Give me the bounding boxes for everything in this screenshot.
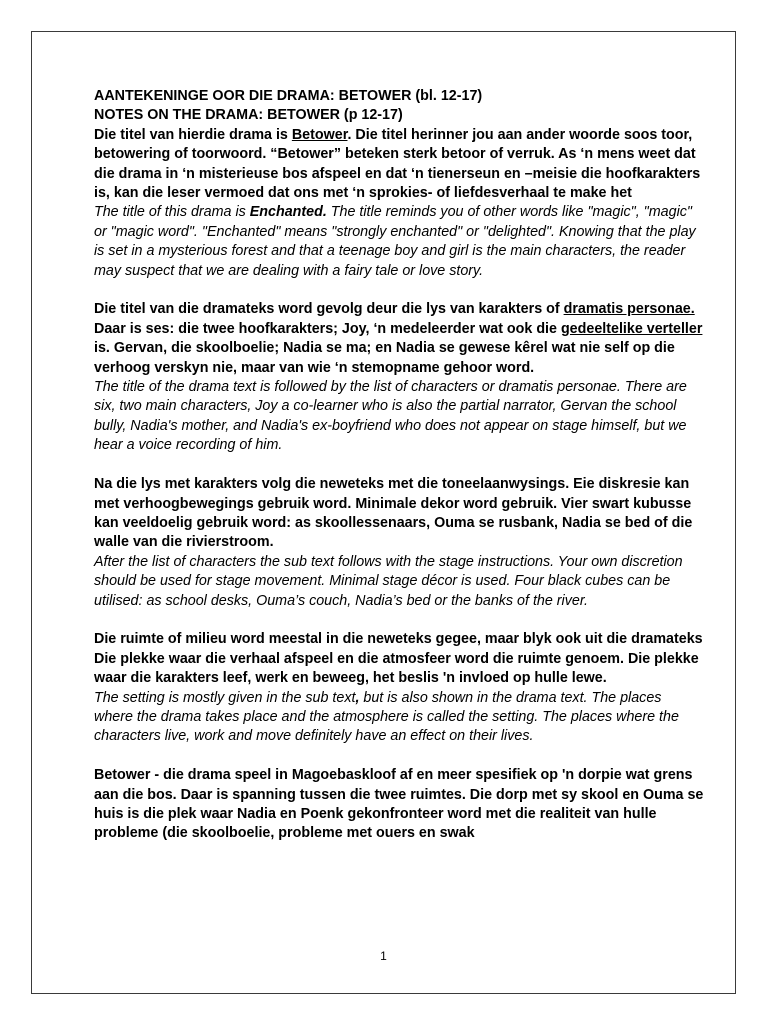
paragraph-2-english: The title of the drama text is followed by the list of characters or dramatis personae. There are six, two main characters, Joy a co-learner who is also the partial narrator, Gervan the school bully, Nadia's mother, and Nadia's ex-boyfriend who does not appear on stage himself, but we hear a voice recording of him. [94, 379, 687, 454]
term-dramatis-personae: dramatis personae. [563, 301, 695, 318]
title-term-enchanted: Enchanted. [249, 204, 327, 221]
paragraph-gap [94, 281, 704, 300]
page-number: 1 [380, 949, 387, 963]
text-run: is. Gervan, die skoolboelie; Nadia se ma; en Nadia se gewese kêrel wat nie self op die verhoog verskyn nie, maar van wie ‘n stemopname gehoor word. [94, 340, 675, 376]
text-run: The title of this drama is [94, 204, 250, 221]
text-run: Die titel van hierdie drama is [94, 126, 292, 143]
paragraph-gap [94, 747, 704, 766]
paragraph-1-afrikaans [94, 126, 704, 204]
paragraph-3-english: After the list of characters the sub text follows with the stage instructions. Your own discretion should be used for stage movement. Minimal stage décor is used. Four black cubes can be utilised: as school desks, Ouma’s couch, Nadia’s bed or the banks of the river. [94, 553, 683, 609]
paragraph-2-afrikaans [94, 300, 704, 378]
paragraph-4-english [94, 689, 704, 747]
heading-afrikaans: AANTEKENINGE OOR DIE DRAMA: BETOWER (bl. 12-17) [94, 88, 483, 104]
paragraph-5-afrikaans: Betower - die drama speel in Magoebaskloof af en meer spesifiek op 'n dorpie wat grens aan die bos. Daar is spanning tussen die twee ruimtes. Die dorp met sy skool en Ouma se huis is die plek waar Nadia en Poenk gekonfronteer word met die realiteit van hulle probleme (die skoolboelie, probleme met ouers en swak [94, 767, 704, 842]
paragraph-1-english [94, 203, 704, 281]
document-page [31, 31, 736, 994]
paragraph-4-afrikaans: Die ruimte of milieu word meestal in die neweteks gegee, maar blyk ook uit die dramateks Die plekke waar die verhaal afspeel en die atmosfeer word die ruimte genoem. Die plekke waar die karakters leef, werk en beweeg, het beslis 'n invloed op hulle lewe. [94, 631, 703, 687]
text-run: The title reminds you of other words like "magic", "magic" or "magic word". "Enchanted" means "strongly enchanted" or "delighted". Knowing that the play is set in a mysterious forest and that a teenage boy and girl is the main characters, the reader may suspect that we are dealing with a fairy tale or love story. [94, 204, 696, 279]
text-run: Die titel van die dramateks word gevolg deur die lys van karakters of [94, 301, 564, 318]
document-body [94, 87, 704, 844]
paragraph-gap [94, 611, 704, 630]
text-run: The setting is mostly given in the sub text [94, 689, 356, 706]
text-run: Daar is ses: die twee hoofkarakters; Joy, ‘n medeleerder wat ook die [94, 320, 561, 337]
bold-comma: , [355, 689, 360, 706]
title-term-betower: Betower [291, 126, 348, 143]
paragraph-3-afrikaans: Na die lys met karakters volg die neweteks met die toneelaanwysings. Eie diskresie kan met verhoogbewegings gebruik word. Minimale dekor word gebruik. Vier swart kubusse kan veeldoelig gebruik word: as skoollessenaars, Ouma se rusbank, Nadia se bed of die walle van die rivierstroom. [94, 476, 693, 551]
text-run: . Die titel herinner jou aan ander woorde soos toor, betowering of toorwoord. “Betower” beteken sterk betoor of verruk. As ‘n mens weet dat die drama in ‘n misterieuse bos afspeel en dat ‘n tienerseun en –meisie die hoofkarakters is, kan die leser vermoed dat ons met ‘n sprokies- of liefdesverhaal te make het [94, 126, 701, 202]
term-gedeeltelike-verteller: gedeeltelike verteller [560, 320, 703, 337]
paragraph-gap [94, 456, 704, 475]
text-run: but is also shown in the drama text. The places where the drama takes place and the atmosphere is called the setting. The places where the characters live, work and move definitely have an effect on their lives. [94, 689, 679, 745]
heading-english: NOTES ON THE DRAMA: BETOWER (p 12-17) [94, 107, 403, 124]
